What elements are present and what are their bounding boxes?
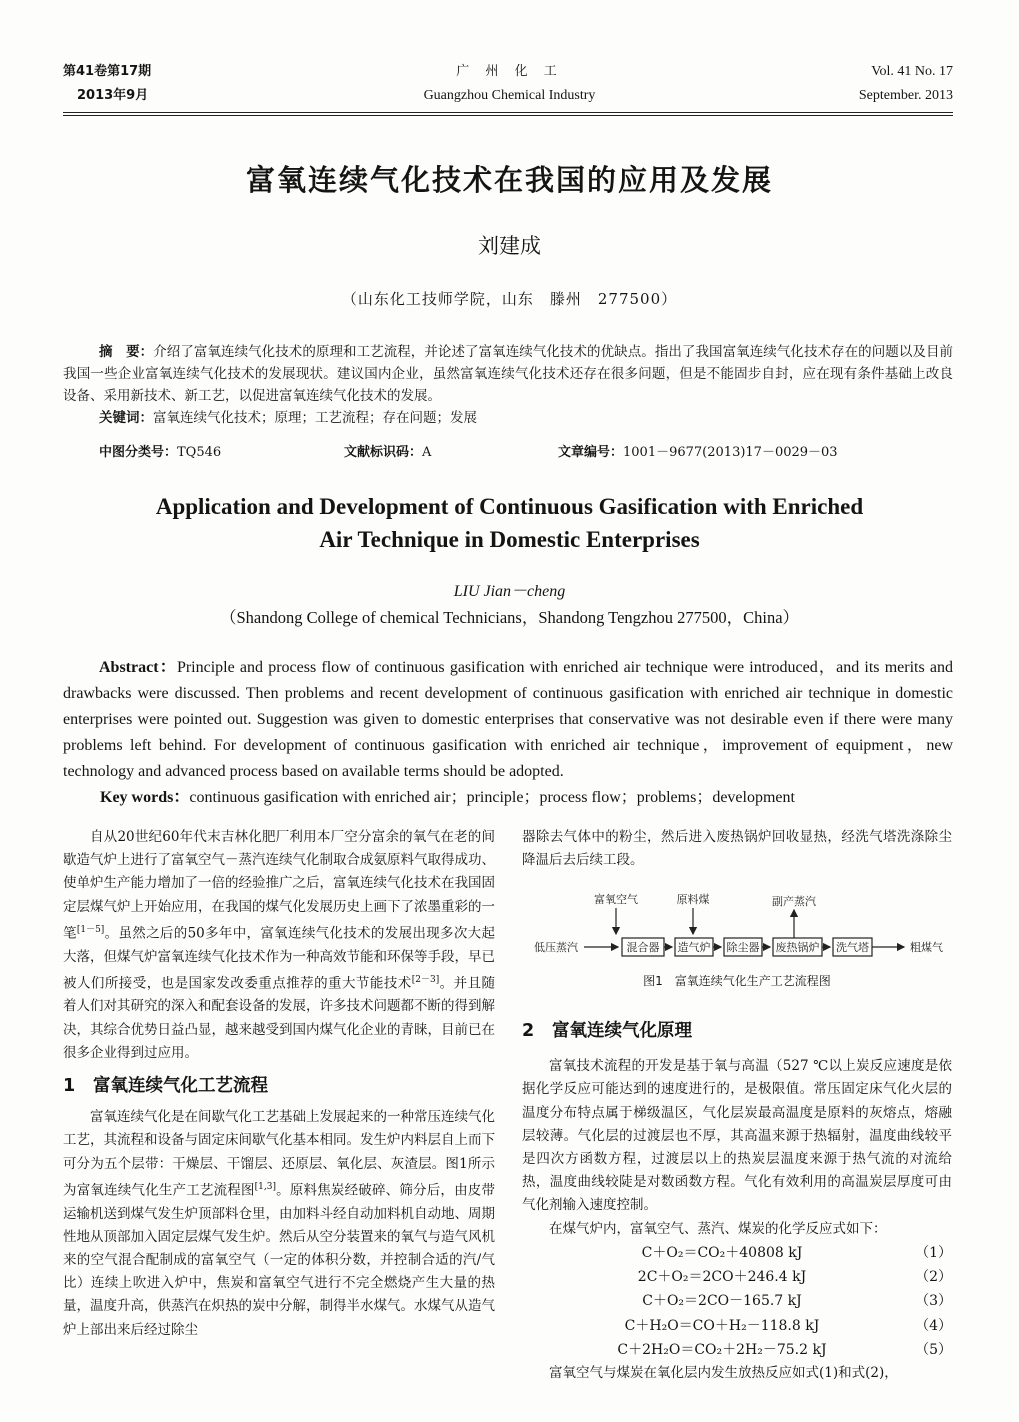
input-raw-coal: 原料煤 [676, 893, 710, 906]
header-rule-2 [63, 115, 953, 116]
abstract-en-label: Abstract： [99, 659, 177, 676]
keywords-cn-label: 关键词： [99, 410, 153, 426]
title-cn: 富氧连续气化技术在我国的应用及发展 [245, 163, 773, 197]
output-crude-gas: 粗煤气 [910, 941, 943, 954]
equation-1: C＋O₂＝CO₂＋40808 kJ （1） [641, 1244, 952, 1261]
date-cn: 2013年9月 [77, 88, 149, 103]
title-en-line2: Air Technique in Domestic Enterprises [319, 527, 700, 552]
journal-name-en: Guangzhou Chemical Industry [423, 88, 596, 103]
output-byproduct-steam: 副产蒸汽 [772, 895, 816, 908]
box-scrubber: 洗气塔 [836, 941, 869, 954]
volume-issue-cn: 第41卷第17期 [63, 64, 152, 79]
reactions-intro: 在煤气炉内，富氧空气、蒸汽、煤炭的化学反应式如下： [549, 1220, 887, 1237]
figure-1-caption: 图1 富氧连续气化生产工艺流程图 [643, 974, 831, 988]
right-column-lower [522, 1020, 952, 1386]
header-rule [63, 112, 953, 113]
journal-name-cn: 广 州 化 工 [456, 64, 563, 79]
affiliation-en: （Shandong College of chemical Technicians，Shandong Tengzhou 277500，China） [219, 608, 800, 627]
volume-issue-en: Vol. 41 No. 17 [871, 64, 953, 79]
box-mixer: 混合器 [626, 941, 660, 954]
title-en [0, 490, 1019, 556]
abstract-en [63, 655, 953, 785]
equation-5: C＋2H₂O＝CO₂＋2H₂－75.2 kJ （5） [617, 1342, 952, 1359]
input-low-pressure-steam: 低压蒸汽 [534, 941, 578, 954]
equation-2: 2C＋O₂＝2CO＋246.4 kJ （2） [637, 1269, 952, 1286]
article-number: 文章编号：1001－9677(2013)17－0029－03 [558, 445, 838, 460]
section-2-paragraph: 富氧技术流程的开发是基于氧与高温（527 ℃以上炭反应速度是依据化学反应可能达到的速度进行的，是极限值。常压固定床气化火层的温度分布特点属于梯级温区，气化层炭最高温度是原料的灰熔点，熔融层较薄。气化层的过渡层也不厚，其高温来源于热辐射，温度曲线较平是四次方函数方程，过渡层以上的热炭层温度来源于热气流的对流给热，温度曲线较陡是对数函数方程。气化有效利用的高温炭层厚度可由气化剂输入速度控制。 [522, 1058, 952, 1214]
author-en: LIU Jian－cheng [453, 583, 566, 600]
equation-3: C＋O₂＝2CO－165.7 kJ （3） [642, 1293, 952, 1310]
date-en: September. 2013 [858, 88, 953, 103]
abstract-en-text: Principle and process flow of continuous gasification with enriched air technique were introduced，and its merits and drawbacks were discussed. Then problems and recent development of continuous gasification with enriched air technique in domestic enterprises were pointed out. Suggestion was given to domestic enterprises that conservative was not desirable even if there were many problems left behind. For development of continuous gasification with enriched air technique，improvement of equipment，new technology and advanced process based on available terms should be adopted. [63, 659, 954, 780]
section-2-last-line: 富氧空气与煤炭在氧化层内发生放热反应如式(1)和式(2)， [549, 1365, 898, 1382]
running-header-right [859, 60, 953, 108]
clc-number: 中图分类号：TQ546 [99, 445, 222, 460]
keywords-en [100, 785, 953, 811]
left-column [63, 826, 495, 1342]
section-1-heading: 1 富氧连续气化工艺流程 [63, 1076, 268, 1097]
keywords-cn-text: 富氧连续气化技术；原理；工艺流程；存在问题；发展 [153, 410, 477, 426]
right-continuation-paragraph: 器除去气体中的粉尘，然后进入废热锅炉回收显热，经洗气塔洗涤除尘降温后去后续工段。 [522, 829, 952, 869]
input-enriched-air: 富氧空气 [594, 893, 638, 906]
document-code: 文献标识码：A [344, 445, 432, 460]
keywords-en-text: continuous gasification with enriched air；principle；process flow；problems；development [189, 789, 795, 806]
intro-paragraph: 自从20世纪60年代末吉林化肥厂利用本厂空分富余的氧气在老的间歇造气炉上进行了富氧空气－蒸汽连续气化制取合成氨原料气取得成功、使单炉生产能力增加了一倍的经验推广之后，富氧连续气化技术在我国固定层煤气炉上开始应用，在我国的煤气化发展历史上画下了浓墨重彩的一笔[1－5]。虽然之后的50多年中，富氧连续气化技术的发展出现多次大起大落，但煤气炉富氧连续气化技术作为一种高效节能和环保等手段，早已被人们所接受，也是国家发改委重点推荐的重大节能技术[2－3]。并且随着人们对其研究的深入和配套设备的发展，许多技术问题都不断的得到解决，其综合优势日益凸显，越来越受到国内煤气化企业的青睐，目前已在很多企业得到过应用。 [63, 829, 496, 1061]
equation-list [522, 1241, 952, 1362]
box-dust-remover: 除尘器 [726, 941, 760, 954]
author-cn: 刘建成 [478, 234, 541, 258]
right-column [522, 826, 952, 872]
abstract-cn-text: 介绍了富氧连续气化技术的原理和工艺流程，并论述了富氧连续气化技术的优缺点。指出了我国富氧连续气化技术存在的问题以及目前我国一些企业富氧连续气化技术的发展现状。建议国内企业，虽然富氧连续气化技术还存在很多问题，但是不能固步自封，应在现有条件基础上改良设备、采用新技术、新工艺，以促进富氧连续气化技术的发展。 [63, 344, 954, 404]
equation-4: C＋H₂O＝CO＋H₂－118.8 kJ （4） [624, 1317, 952, 1334]
box-waste-heat-boiler: 废热锅炉 [775, 941, 820, 954]
abstract-cn [63, 341, 953, 429]
affiliation-cn: （山东化工技师学院，山东 滕州 277500） [341, 290, 678, 308]
section-1-paragraph: 富氧连续气化是在间歇气化工艺基础上发展起来的一种常压连续气化工艺，其流程和设备与固定床间歇气化基本相同。发生炉内料层自上而下可分为五个层带：干燥层、干馏层、还原层、氧化层、灰渣层。图1所示为富氧连续气化生产工艺流程图[1,3]。原料焦炭经破碎、筛分后，由皮带运输机送到煤气发生炉顶部料仓里，由加料斗经自动加料机自动地、周期性地从顶部加入固定层煤气发生炉。然后从空分装置来的氧气与造气风机来的空气混合配制成的富氧空气（一定的体积分数，并控制合适的汽/气比）连续上吹进入炉中，焦炭和富氧空气进行不完全燃烧产生大量的热量，温度升高，供蒸汽在炽热的炭中分解，制得半水煤气。水煤气从造气炉上部出来后经过除尘 [63, 1109, 496, 1338]
title-en-line1: Application and Development of Continuous Gasification with Enriched [155, 494, 864, 519]
section-2-heading: 2 富氧连续气化原理 [522, 1021, 692, 1041]
keywords-en-label: Key words： [100, 789, 190, 806]
abstract-cn-label: 摘 要： [99, 344, 154, 360]
box-gasifier: 造气炉 [677, 941, 711, 954]
